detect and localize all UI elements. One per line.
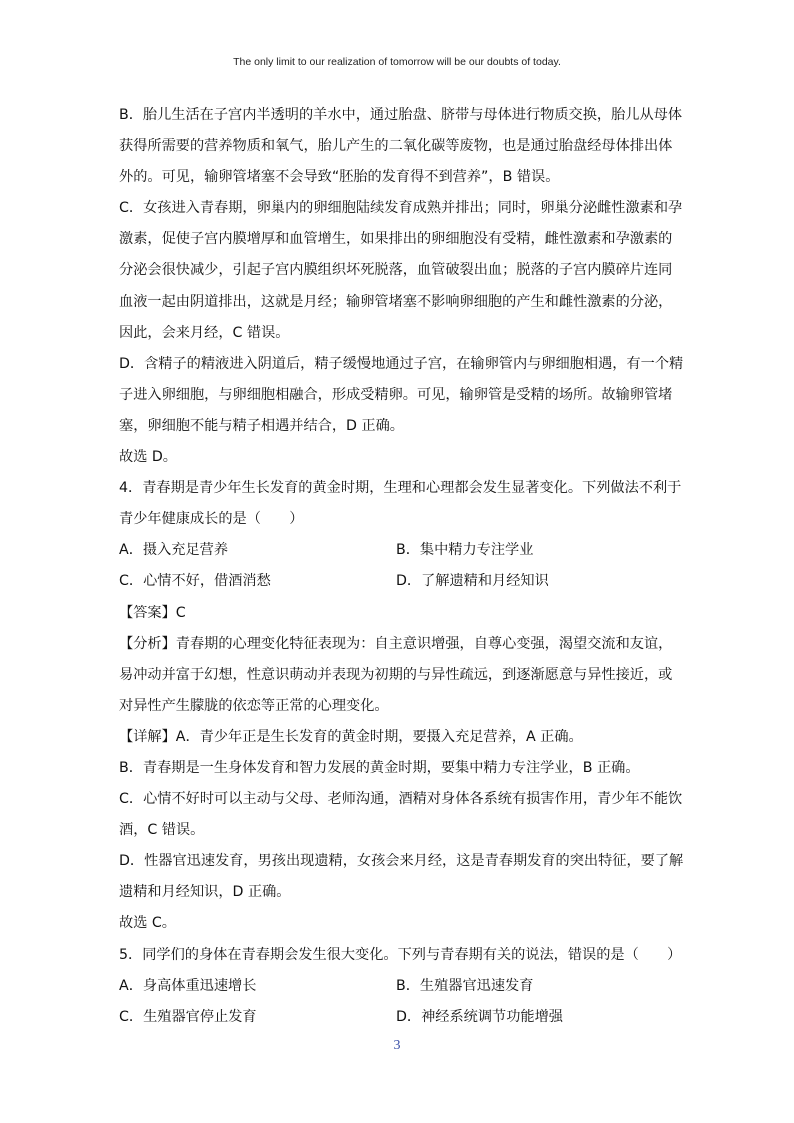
question-4-detail-d: D．性器官迅速发育，男孩出现遗精，女孩会来月经，这是青春期发育的突出特征，要了解遗精和月经知识，D 正确。: [119, 853, 684, 901]
question-4-choice: 故选 C。: [119, 915, 176, 932]
paragraph-option-d-explanation: D．含精子的精液进入阴道后，精子缓慢地通过子宫，在输卵管内与卵细胞相遇，有一个精子进入卵细胞，与卵细胞相融合，形成受精卵。可见，输卵管是受精的场所。故输卵管堵塞，卵细胞不能与精子相遇并结合，D 正确。: [119, 355, 684, 434]
question-5-option-a: A．身高体重迅速增长: [119, 977, 257, 994]
question-5-stem: 5．同学们的身体在青春期会发生很大变化。下列与青春期有关的说法，错误的是（ ）: [119, 946, 682, 963]
question-4-stem: 4．青春期是青少年生长发育的黄金时期，生理和心理都会发生显著变化。下列做法不利于青少年健康成长的是（ ）: [119, 480, 682, 528]
question-5-option-c: C．生殖器官停止发育: [119, 1008, 257, 1025]
page-header-quote: The only limit to our realization of tomorrow will be our doubts of today.: [233, 56, 561, 68]
question-4-analysis: 【分析】青春期的心理变化特征表现为：自主意识增强，自尊心变强，渴望交流和友谊，易冲动并富于幻想，性意识萌动并表现为初期的与异性疏远，到逐渐愿意与异性接近，或对异性产生朦胧的依恋等正常的心理变化。: [119, 635, 673, 714]
question-5-option-d: D．神经系统调节功能增强: [396, 1008, 563, 1025]
document-body: [119, 100, 685, 1033]
question-5-option-b: B．生殖器官迅速发育: [396, 977, 534, 994]
page-number: 3: [393, 1038, 401, 1053]
question-4-detail-b: B．青春期是一生身体发育和智力发展的黄金时期，要集中精力专注学业，B 正确。: [119, 759, 640, 776]
question-4-detail-a: 【详解】A．青少年正是生长发育的黄金时期，要摄入充足营养，A 正确。: [119, 728, 583, 745]
question-4-options-row-2: [119, 566, 685, 597]
question-5-options-row-1: [119, 971, 685, 1002]
paragraph-option-b-explanation: B．胎儿生活在子宫内半透明的羊水中，通过胎盘、脐带与母体进行物质交换，胎儿从母体获得所需要的营养物质和氧气，胎儿产生的二氧化碳等废物，也是通过胎盘经母体排出体外的。可见，输卵管堵塞不会导致“胚胎的发育得不到营养”，B 错误。: [119, 107, 683, 186]
question-4-option-c: C．心情不好，借酒消愁: [119, 573, 271, 590]
question-4-detail-c: C．心情不好时可以主动与父母、老师沟通，酒精对身体各系统有损害作用，青少年不能饮酒，C 错误。: [119, 791, 683, 839]
paragraph-option-c-explanation: C．女孩进入青春期，卵巢内的卵细胞陆续发育成熟并排出；同时，卵巢分泌雌性激素和孕激素，促使子宫内膜增厚和血管增生，如果排出的卵细胞没有受精，雌性激素和孕激素的分泌会很快减少，引起子宫内膜组织坏死脱落，血管破裂出血；脱落的子宫内膜碎片连同血液一起由阴道排出，这就是月经；输卵管堵塞不影响卵细胞的产生和雌性激素的分泌，因此，会来月经，C 错误。: [119, 200, 683, 341]
question-4-answer: 【答案】C: [119, 604, 186, 621]
question-5-options-row-2: [119, 1002, 685, 1033]
question-4-options-row-1: [119, 535, 685, 566]
question-4-option-a: A．摄入充足营养: [119, 542, 229, 559]
paragraph-choice: 故选 D。: [119, 449, 177, 466]
question-4-option-d: D．了解遗精和月经知识: [396, 573, 549, 590]
question-4-option-b: B．集中精力专注学业: [396, 542, 534, 559]
